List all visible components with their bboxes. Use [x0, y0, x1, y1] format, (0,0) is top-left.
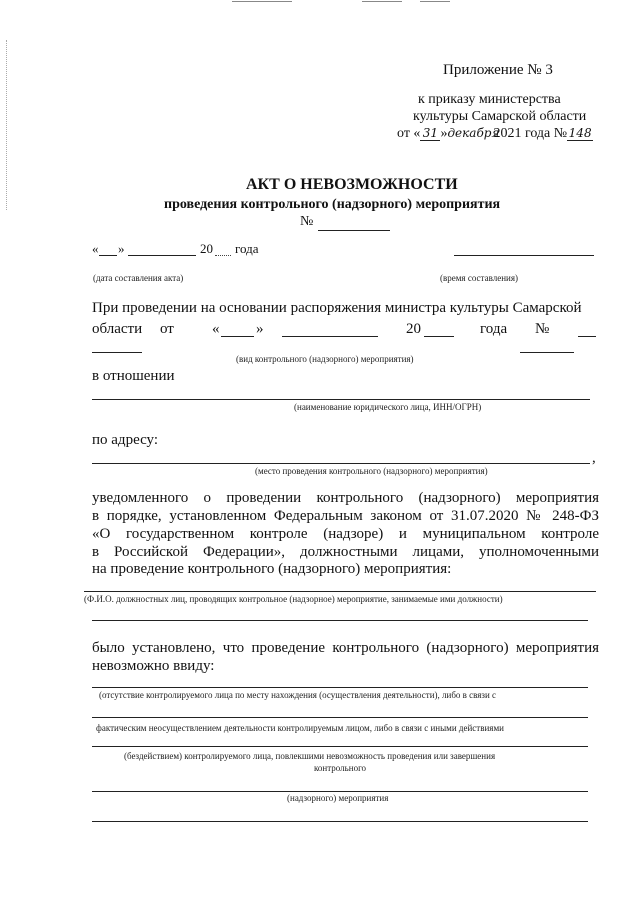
- officials-line: [84, 591, 596, 592]
- name-caption: (наименование юридического лица, ИНН/ОГРН): [294, 402, 482, 412]
- date-year-prefix: 20: [200, 241, 213, 256]
- handwritten-month: декабря: [447, 126, 500, 140]
- date-year-word: года: [235, 241, 259, 256]
- order-word-oblasti: области: [92, 321, 143, 337]
- reason-caption-3a: (бездействием) контролируемого лица, повлекшими невозможность проведения или завершения: [124, 751, 496, 761]
- kind-line-left: [92, 352, 142, 353]
- notice-line-3: «О государственном контроле (надзоре) и муниципальном контроле: [92, 526, 599, 542]
- address-label: по адресу:: [92, 432, 159, 448]
- address-comma: ,: [592, 450, 596, 466]
- reason-caption-4: (надзорного) мероприятия: [287, 793, 389, 803]
- top-scan-mark: [362, 1, 402, 2]
- date-month-line: [128, 255, 196, 256]
- reason-line-3: [92, 746, 588, 747]
- finding-line-2: невозможно ввиду:: [92, 658, 215, 674]
- top-scan-mark: [420, 1, 450, 2]
- officials-line-2: [92, 620, 588, 621]
- order-line-1: При проведении на основании распоряжения министра культуры Самарской: [92, 300, 582, 316]
- order-quote-close: »: [256, 321, 264, 337]
- act-number-line: [318, 230, 390, 231]
- finding-line-1: было установлено, что проведение контрольного (надзорного) мероприятия: [92, 640, 599, 656]
- order-quote-open: «: [212, 321, 220, 337]
- date-quote-open: «: [92, 241, 99, 256]
- date-mid: »: [440, 126, 448, 141]
- reason-caption-3b: контрольного: [314, 763, 367, 773]
- act-number-label: №: [300, 214, 314, 229]
- regarding-line: [92, 399, 590, 400]
- reason-line-1: [92, 687, 588, 688]
- order-year-20: 20: [406, 321, 421, 337]
- time-caption: (время составления): [440, 273, 518, 283]
- time-line: [454, 255, 594, 256]
- order-word-ot: от: [160, 321, 174, 337]
- handwritten-day: 31: [420, 126, 440, 141]
- date-caption: (дата составления акта): [93, 273, 184, 283]
- reason-caption-2: фактическим неосуществлением деятельности контролируемым лицом, либо в связи с иными действиями: [96, 723, 504, 733]
- date-quote-close: »: [118, 241, 125, 256]
- kind-line-right: [520, 352, 574, 353]
- document-title: АКТ О НЕВОЗМОЖНОСТИ: [246, 176, 458, 193]
- date-prefix: от «: [397, 126, 421, 141]
- notice-line-4: в Российской Федерации», должностными лицами, уполномоченными: [92, 544, 599, 560]
- handwritten-number: 148: [568, 126, 592, 140]
- order-year-line: [424, 336, 454, 337]
- date-day-line: [99, 255, 117, 256]
- address-line: [92, 463, 590, 464]
- order-month-line: [282, 336, 378, 337]
- reason-line-2: [92, 717, 588, 718]
- reason-line-4: [92, 791, 588, 792]
- reason-caption-1: (отсутствие контролируемого лица по месту нахождения (осуществления деятельности), либо в связи с: [99, 690, 497, 700]
- date-year-line: [215, 255, 231, 256]
- margin-scan-marks: [6, 40, 9, 210]
- order-year-word: года: [480, 321, 508, 337]
- order-number-line: [578, 336, 596, 337]
- notice-line-5: на проведение контрольного (надзорного) мероприятия:: [92, 561, 452, 577]
- order-day-line: [221, 336, 254, 337]
- appendix-date-line: [397, 126, 593, 142]
- regarding-label: в отношении: [92, 368, 175, 384]
- notice-line-2: в порядке, установленном Федеральным законом от 31.07.2020 № 248-ФЗ: [92, 508, 599, 524]
- appendix-title: Приложение № 3: [443, 62, 553, 78]
- top-scan-mark: [232, 1, 292, 2]
- reason-line-5: [92, 821, 588, 822]
- notice-line-1: уведомленного о проведении контрольного (надзорного) мероприятия: [92, 490, 599, 506]
- place-caption: (место проведения контрольного (надзорного) мероприятия): [255, 466, 488, 476]
- order-number-sign: №: [535, 321, 550, 337]
- document-subtitle: проведения контрольного (надзорного) мероприятия: [164, 197, 501, 212]
- appendix-line-1: к приказу министерства: [418, 92, 561, 107]
- appendix-line-2: культуры Самарской области: [413, 109, 587, 124]
- kind-caption: (вид контрольного (надзорного) мероприятия): [236, 354, 414, 364]
- date-year: 2021 года №: [493, 126, 568, 141]
- officials-caption: (Ф.И.О. должностных лиц, проводящих контрольное (надзорное) мероприятие, занимаемые ими должности): [84, 594, 503, 604]
